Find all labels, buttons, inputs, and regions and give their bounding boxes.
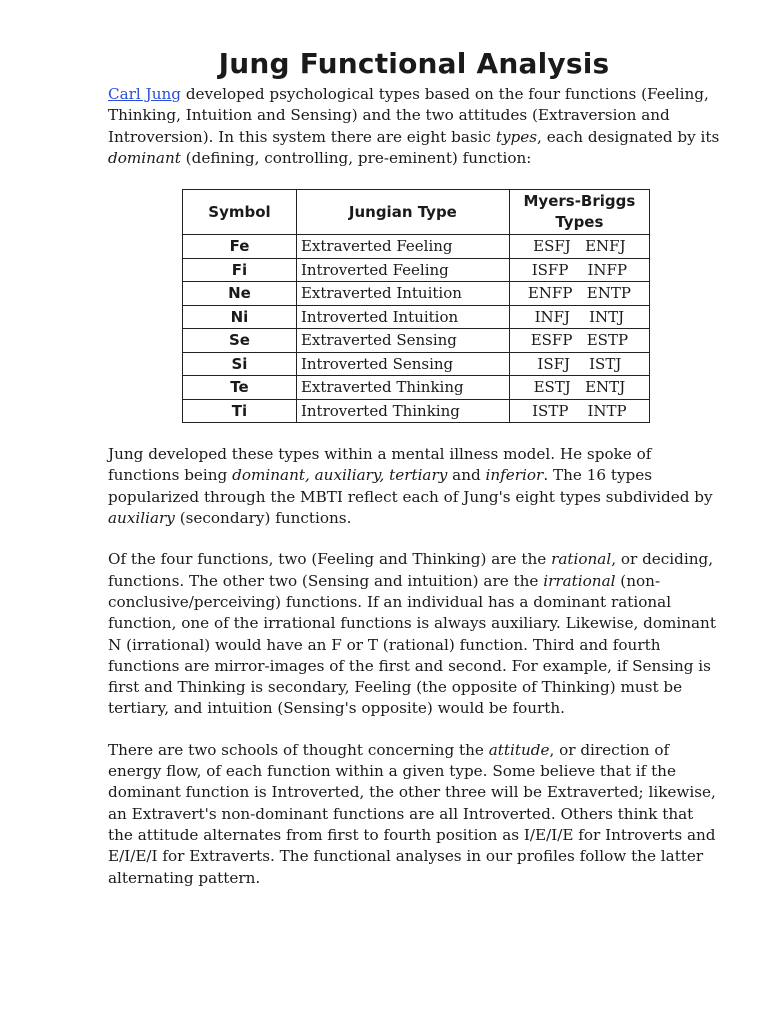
- para1-text-4: (secondary) functions.: [174, 509, 352, 528]
- jungian-type-cell: Introverted Feeling: [296, 258, 509, 282]
- carl-jung-link[interactable]: Carl Jung: [108, 85, 181, 103]
- table-row: [183, 399, 650, 423]
- para3-emphasis-1: attitude: [488, 740, 550, 759]
- para3-text-1: There are two schools of thought concerning the: [108, 740, 489, 759]
- para2-emphasis-1: rational: [551, 550, 612, 569]
- para1-text-1: Jung developed these types within a mental illness model. He spoke of functions being: [108, 445, 652, 485]
- para1-emphasis-2: inferior: [485, 466, 544, 485]
- jungian-type-cell: Introverted Sensing: [296, 352, 509, 376]
- table-row: [183, 376, 650, 400]
- para1-text-3: . The 16 types popularized through the MBTI reflect each of Jung's eight types subdivided by: [108, 466, 713, 506]
- paragraph-mental-illness-model: [108, 444, 720, 529]
- jungian-type-cell: Introverted Thinking: [296, 399, 509, 423]
- myers-briggs-cell: ISFJ ISTJ: [509, 352, 649, 376]
- para2-emphasis-2: irrational: [543, 571, 616, 590]
- table-row: [183, 329, 650, 353]
- para1-text-2: and: [447, 466, 486, 485]
- jungian-type-cell: Introverted Intuition: [296, 305, 509, 329]
- symbol-cell: Fi: [183, 258, 297, 282]
- jungian-type-cell: Extraverted Feeling: [296, 235, 509, 259]
- para2-text-1: Of the four functions, two (Feeling and Thinking) are the: [108, 550, 552, 569]
- myers-briggs-cell: ENFP ENTP: [509, 282, 649, 306]
- intro-text-1: developed psychological types based on the four functions (Feeling, Thinking, Intuition and Sensing) and the two attitudes (Extraversion and Introversion). In this system there are eight basic: [108, 85, 709, 146]
- para1-emphasis-1: dominant, auxiliary, tertiary: [232, 466, 448, 485]
- symbol-cell: Ne: [183, 282, 297, 306]
- header-myers-briggs: Myers-Briggs Types: [509, 190, 649, 235]
- header-jungian-type: Jungian Type: [296, 190, 509, 235]
- header-symbol: Symbol: [183, 190, 297, 235]
- table-row: [183, 282, 650, 306]
- myers-briggs-cell: ISFP INFP: [509, 258, 649, 282]
- table-row: [183, 235, 650, 259]
- jungian-type-cell: Extraverted Sensing: [296, 329, 509, 353]
- symbol-cell: Ni: [183, 305, 297, 329]
- myers-briggs-cell: ISTP INTP: [509, 399, 649, 423]
- myers-briggs-cell: ESFP ESTP: [509, 329, 649, 353]
- symbol-cell: Ti: [183, 399, 297, 423]
- intro-text-2: , each designated by its: [537, 127, 720, 146]
- document-page: [108, 44, 720, 889]
- paragraph-four-functions: [108, 549, 720, 719]
- symbol-cell: Si: [183, 352, 297, 376]
- table-header-row: [183, 190, 650, 235]
- para3-text-2: , or direction of energy flow, of each function within a given type. Some believe that if the dominant function is Introverted, the other three will be Extraverted; likewise, an Extravert's non-dominant functions are all Introverted. Others think that the attitude alternates from first to fourth position as I/E/I/E for Introverts and E/I/E/I for Extraverts. The functional analyses in our profiles follow the latter alternating pattern.: [108, 740, 716, 887]
- paragraph-attitude: [108, 740, 720, 889]
- myers-briggs-cell: INFJ INTJ: [509, 305, 649, 329]
- table-row: [183, 305, 650, 329]
- para2-text-3: (non-conclusive/perceiving) functions. If an individual has a dominant rational function, one of the irrational functions is always auxiliary. Likewise, dominant N (irrational) would have an F or T (rational) function. Third and fourth functions are mirror-images of the first and second. For example, if Sensing is first and Thinking is secondary, Feeling (the opposite of Thinking) must be tertiary, and intuition (Sensing's opposite) would be fourth.: [108, 571, 716, 718]
- para2-text-2: , or deciding, functions. The other two (Sensing and intuition) are the: [108, 550, 714, 590]
- intro-emphasis-dominant: dominant: [108, 148, 181, 167]
- intro-emphasis-types: types: [495, 127, 538, 146]
- intro-text-3: (defining, controlling, pre-eminent) function:: [180, 148, 532, 167]
- para1-emphasis-3: auxiliary: [108, 509, 175, 528]
- symbol-cell: Fe: [183, 235, 297, 259]
- jung-types-table: [182, 189, 650, 423]
- page-title: Jung Functional Analysis: [218, 47, 610, 80]
- intro-paragraph: [108, 84, 720, 169]
- table-row: [183, 352, 650, 376]
- table-row: [183, 258, 650, 282]
- myers-briggs-cell: ESFJ ENFJ: [509, 235, 649, 259]
- jungian-type-cell: Extraverted Thinking: [296, 376, 509, 400]
- symbol-cell: Se: [183, 329, 297, 353]
- myers-briggs-cell: ESTJ ENTJ: [509, 376, 649, 400]
- jungian-type-cell: Extraverted Intuition: [296, 282, 509, 306]
- symbol-cell: Te: [183, 376, 297, 400]
